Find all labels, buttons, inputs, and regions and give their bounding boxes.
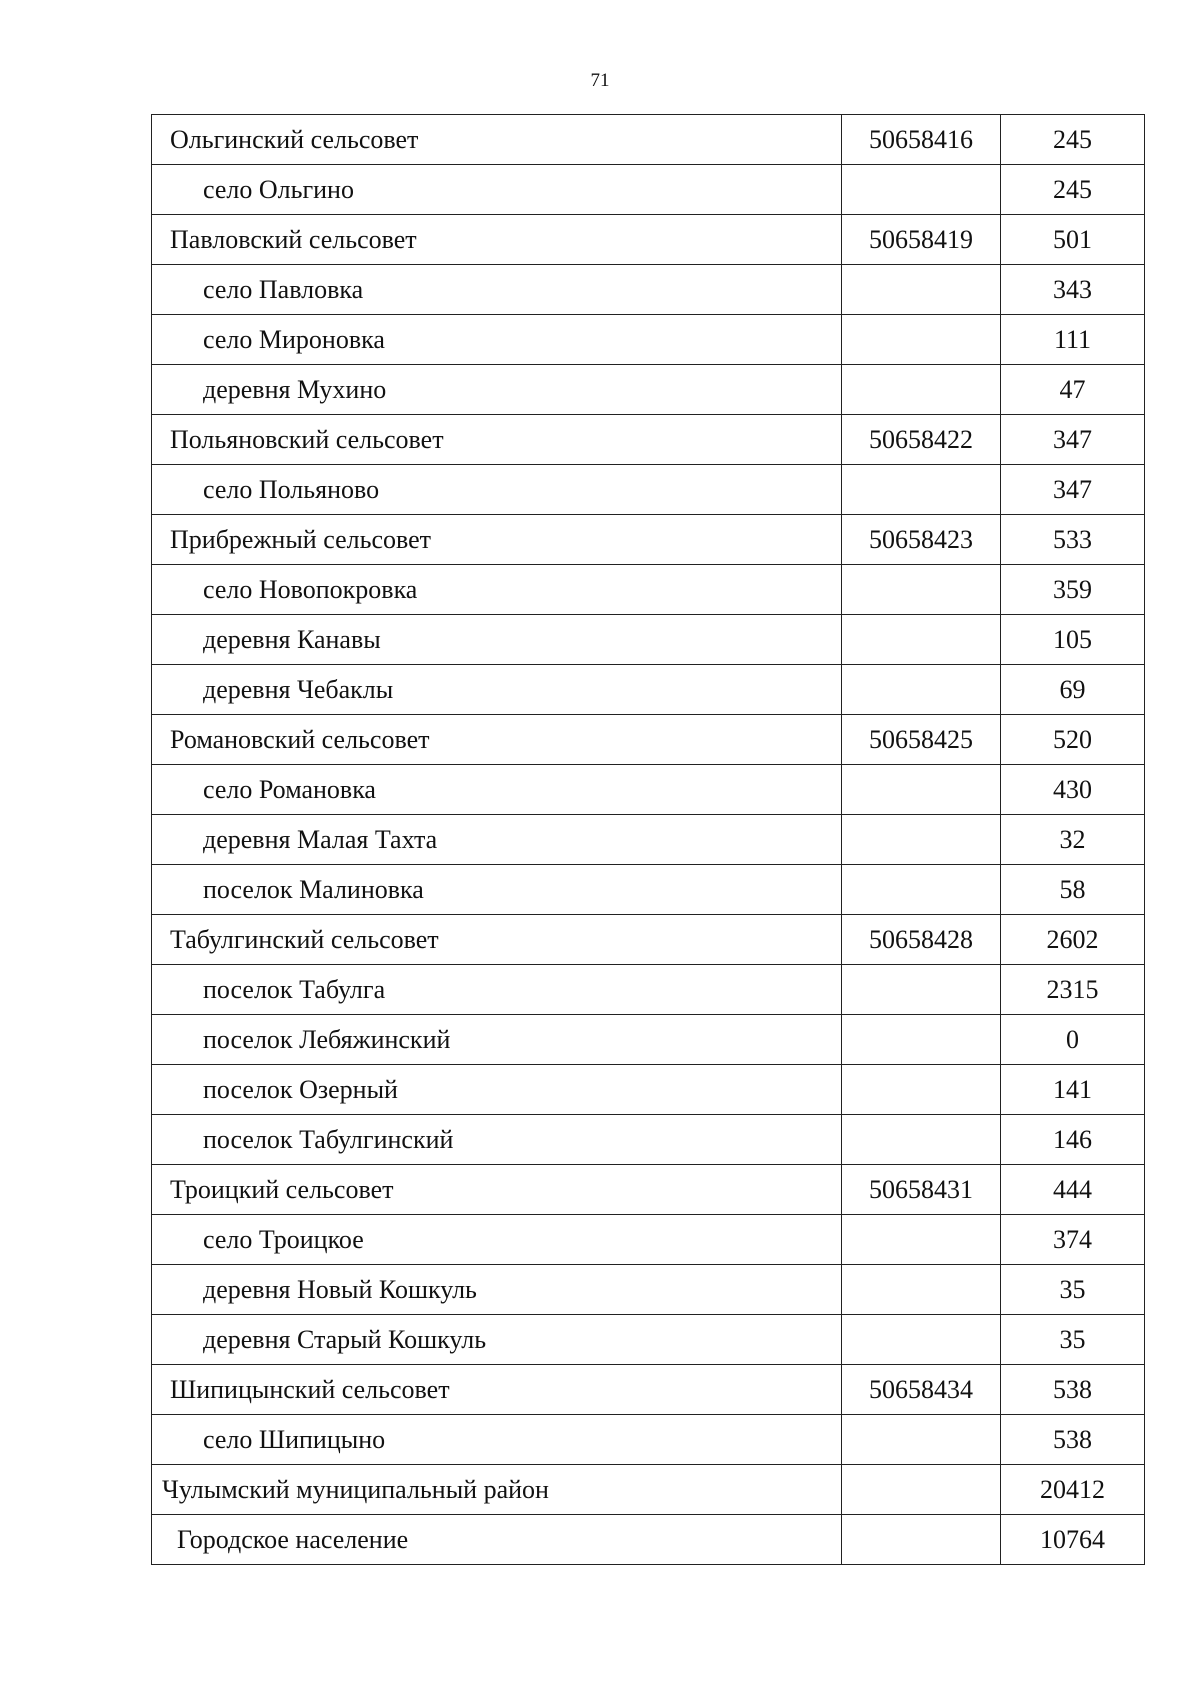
settlement-name-cell: Шипицынский сельсовет bbox=[152, 1365, 842, 1415]
settlement-name-cell: деревня Чебаклы bbox=[152, 665, 842, 715]
oktmo-code-cell: 50658422 bbox=[842, 415, 1001, 465]
table-row bbox=[152, 1165, 1145, 1215]
oktmo-code-cell: 50658419 bbox=[842, 215, 1001, 265]
oktmo-code-cell bbox=[842, 1465, 1001, 1515]
table-row bbox=[152, 1115, 1145, 1165]
table-body bbox=[152, 115, 1145, 1565]
population-cell: 430 bbox=[1001, 765, 1145, 815]
population-cell: 347 bbox=[1001, 465, 1145, 515]
settlement-name-cell: Павловский сельсовет bbox=[152, 215, 842, 265]
settlement-name-cell: Польяновский сельсовет bbox=[152, 415, 842, 465]
population-cell: 2602 bbox=[1001, 915, 1145, 965]
oktmo-code-cell: 50658416 bbox=[842, 115, 1001, 165]
population-cell: 105 bbox=[1001, 615, 1145, 665]
oktmo-code-cell bbox=[842, 665, 1001, 715]
population-cell: 35 bbox=[1001, 1315, 1145, 1365]
population-cell: 501 bbox=[1001, 215, 1145, 265]
population-cell: 146 bbox=[1001, 1115, 1145, 1165]
table-row bbox=[152, 315, 1145, 365]
population-cell: 538 bbox=[1001, 1415, 1145, 1465]
settlement-name-cell: Городское население bbox=[152, 1515, 842, 1565]
oktmo-code-cell bbox=[842, 1315, 1001, 1365]
table-row bbox=[152, 865, 1145, 915]
table-row bbox=[152, 1415, 1145, 1465]
settlement-name-cell: деревня Малая Тахта bbox=[152, 815, 842, 865]
population-cell: 32 bbox=[1001, 815, 1145, 865]
population-cell: 245 bbox=[1001, 165, 1145, 215]
settlement-name-cell: поселок Озерный bbox=[152, 1065, 842, 1115]
table-row bbox=[152, 715, 1145, 765]
settlement-name-cell: Романовский сельсовет bbox=[152, 715, 842, 765]
table-row bbox=[152, 165, 1145, 215]
settlement-name-cell: поселок Лебяжинский bbox=[152, 1015, 842, 1065]
oktmo-code-cell bbox=[842, 965, 1001, 1015]
population-cell: 111 bbox=[1001, 315, 1145, 365]
settlement-name-cell: село Новопокровка bbox=[152, 565, 842, 615]
table-row bbox=[152, 465, 1145, 515]
settlement-name-cell: село Павловка bbox=[152, 265, 842, 315]
settlement-name-cell: Табулгинский сельсовет bbox=[152, 915, 842, 965]
settlement-name-cell: деревня Канавы bbox=[152, 615, 842, 665]
oktmo-code-cell: 50658431 bbox=[842, 1165, 1001, 1215]
table-row bbox=[152, 265, 1145, 315]
page-number: 71 bbox=[590, 70, 610, 91]
oktmo-code-cell bbox=[842, 565, 1001, 615]
settlement-name-cell: Троицкий сельсовет bbox=[152, 1165, 842, 1215]
population-cell: 20412 bbox=[1001, 1465, 1145, 1515]
population-cell: 538 bbox=[1001, 1365, 1145, 1415]
settlement-name-cell: Прибрежный сельсовет bbox=[152, 515, 842, 565]
oktmo-code-cell bbox=[842, 1515, 1001, 1565]
settlement-name-cell: село Романовка bbox=[152, 765, 842, 815]
table-row bbox=[152, 515, 1145, 565]
oktmo-code-cell bbox=[842, 1215, 1001, 1265]
settlement-name-cell: деревня Мухино bbox=[152, 365, 842, 415]
settlement-name-cell: поселок Табулгинский bbox=[152, 1115, 842, 1165]
settlement-name-cell: село Мироновка bbox=[152, 315, 842, 365]
population-cell: 245 bbox=[1001, 115, 1145, 165]
population-cell: 533 bbox=[1001, 515, 1145, 565]
settlement-name-cell: село Ольгино bbox=[152, 165, 842, 215]
settlement-name-cell: деревня Новый Кошкуль bbox=[152, 1265, 842, 1315]
population-cell: 0 bbox=[1001, 1015, 1145, 1065]
population-cell: 359 bbox=[1001, 565, 1145, 615]
oktmo-code-cell: 50658434 bbox=[842, 1365, 1001, 1415]
population-cell: 374 bbox=[1001, 1215, 1145, 1265]
oktmo-code-cell bbox=[842, 865, 1001, 915]
settlement-name-cell: село Троицкое bbox=[152, 1215, 842, 1265]
table-row bbox=[152, 1465, 1145, 1515]
table-row bbox=[152, 1365, 1145, 1415]
oktmo-code-cell bbox=[842, 1415, 1001, 1465]
oktmo-code-cell bbox=[842, 265, 1001, 315]
table-row bbox=[152, 215, 1145, 265]
table-row bbox=[152, 665, 1145, 715]
settlement-name-cell: село Польяново bbox=[152, 465, 842, 515]
population-cell: 58 bbox=[1001, 865, 1145, 915]
table-row bbox=[152, 965, 1145, 1015]
oktmo-code-cell bbox=[842, 365, 1001, 415]
population-cell: 47 bbox=[1001, 365, 1145, 415]
population-cell: 141 bbox=[1001, 1065, 1145, 1115]
settlement-name-cell: поселок Табулга bbox=[152, 965, 842, 1015]
settlement-name-cell: Ольгинский сельсовет bbox=[152, 115, 842, 165]
oktmo-code-cell bbox=[842, 315, 1001, 365]
oktmo-code-cell: 50658423 bbox=[842, 515, 1001, 565]
table-row bbox=[152, 1065, 1145, 1115]
oktmo-code-cell bbox=[842, 1065, 1001, 1115]
table-row bbox=[152, 565, 1145, 615]
table-row bbox=[152, 1015, 1145, 1065]
oktmo-code-cell bbox=[842, 1265, 1001, 1315]
population-cell: 343 bbox=[1001, 265, 1145, 315]
oktmo-code-cell bbox=[842, 465, 1001, 515]
population-cell: 520 bbox=[1001, 715, 1145, 765]
oktmo-code-cell bbox=[842, 1115, 1001, 1165]
oktmo-code-cell: 50658425 bbox=[842, 715, 1001, 765]
settlement-name-cell: деревня Старый Кошкуль bbox=[152, 1315, 842, 1365]
settlement-name-cell: село Шипицыно bbox=[152, 1415, 842, 1465]
population-cell: 35 bbox=[1001, 1265, 1145, 1315]
population-cell: 69 bbox=[1001, 665, 1145, 715]
table-row bbox=[152, 1265, 1145, 1315]
oktmo-code-cell bbox=[842, 765, 1001, 815]
table-row bbox=[152, 815, 1145, 865]
table-row bbox=[152, 365, 1145, 415]
table-row bbox=[152, 615, 1145, 665]
table-row bbox=[152, 1515, 1145, 1565]
oktmo-code-cell bbox=[842, 165, 1001, 215]
population-cell: 10764 bbox=[1001, 1515, 1145, 1565]
settlement-name-cell: Чулымский муниципальный район bbox=[152, 1465, 842, 1515]
oktmo-code-cell bbox=[842, 815, 1001, 865]
table-row bbox=[152, 1215, 1145, 1265]
table-row bbox=[152, 1315, 1145, 1365]
table-row bbox=[152, 415, 1145, 465]
population-cell: 2315 bbox=[1001, 965, 1145, 1015]
oktmo-code-cell bbox=[842, 1015, 1001, 1065]
table-row bbox=[152, 765, 1145, 815]
oktmo-code-cell bbox=[842, 615, 1001, 665]
population-cell: 347 bbox=[1001, 415, 1145, 465]
table-row bbox=[152, 915, 1145, 965]
table-row bbox=[152, 115, 1145, 165]
population-cell: 444 bbox=[1001, 1165, 1145, 1215]
settlement-name-cell: поселок Малиновка bbox=[152, 865, 842, 915]
oktmo-code-cell: 50658428 bbox=[842, 915, 1001, 965]
population-table bbox=[151, 114, 1145, 1565]
